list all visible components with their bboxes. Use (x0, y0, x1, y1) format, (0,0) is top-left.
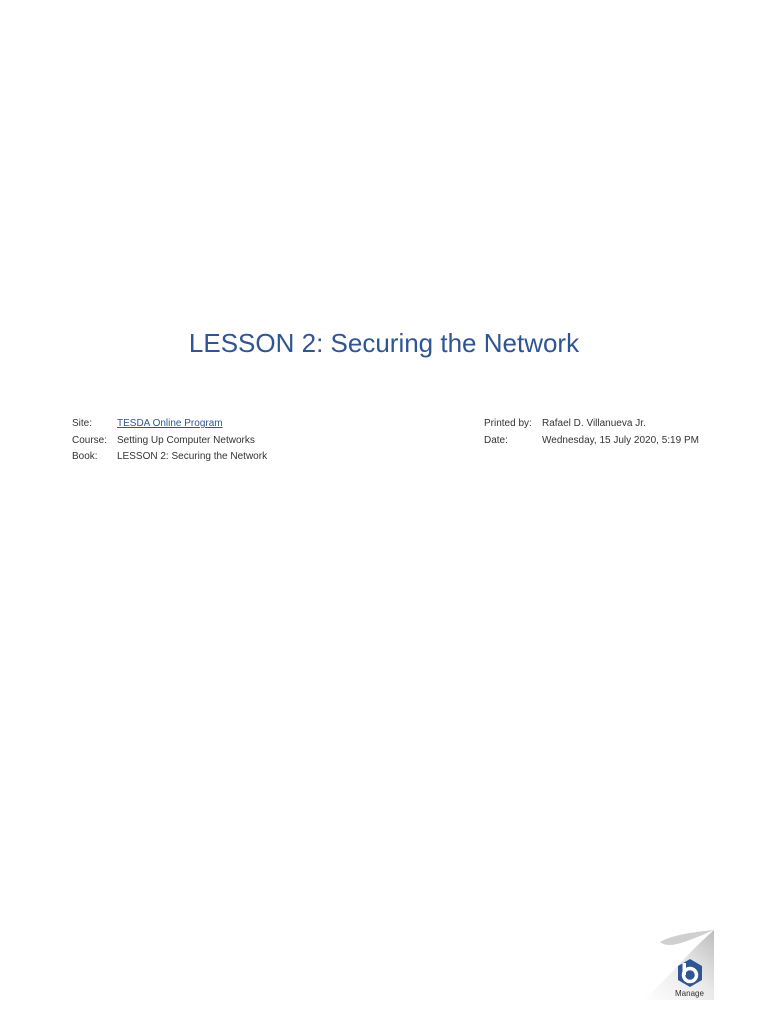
meta-value-course: Setting Up Computer Networks (117, 434, 255, 446)
site-link[interactable]: TESDA Online Program (117, 418, 223, 429)
meta-value-printed-by: Rafael D. Villanueva Jr. (542, 418, 646, 429)
meta-label-site: Site: (72, 418, 93, 429)
document-meta-left (72, 416, 267, 466)
meta-label-book: Book: (72, 451, 98, 462)
manage-label: Manage (675, 989, 704, 998)
meta-row-date (484, 433, 699, 450)
meta-row-course (72, 433, 267, 450)
meta-value-book: LESSON 2: Securing the Network (117, 451, 268, 462)
meta-label-date: Date: (484, 434, 508, 446)
document-meta-right (484, 416, 699, 449)
meta-row-site (72, 416, 267, 433)
meta-row-book (72, 449, 267, 466)
document-title: LESSON 2: Securing the Network (188, 328, 580, 358)
meta-label-course: Course: (72, 434, 108, 446)
meta-label-printed-by: Printed by: (484, 418, 532, 429)
meta-row-printed-by (484, 416, 699, 433)
manage-hexagon-icon (674, 957, 706, 989)
meta-value-date: Wednesday, 15 July 2020, 5:19 PM (542, 434, 699, 446)
